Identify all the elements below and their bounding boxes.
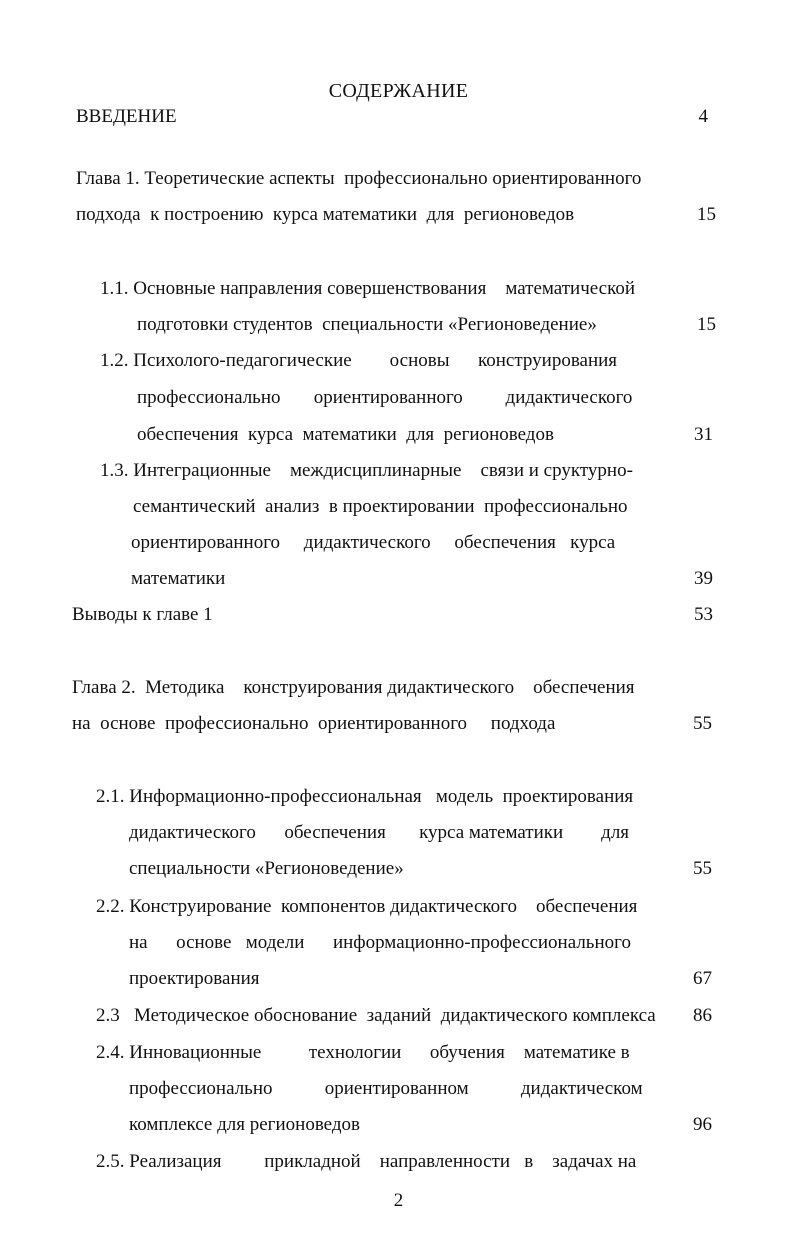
toc-s13-page: 39 bbox=[694, 568, 713, 589]
toc-s25-line-1: 2.5. Реализация прикладной направленности в задачах на bbox=[96, 1151, 637, 1172]
toc-s12-page: 31 bbox=[694, 424, 713, 445]
toc-s21-line-3: специальности «Регионоведение» bbox=[129, 858, 404, 879]
toc-concl1-page: 53 bbox=[694, 604, 713, 625]
toc-s22-line-3: проектирования bbox=[129, 968, 260, 989]
toc-s13-line-3: ориентированного дидактического обеспечения курса bbox=[131, 532, 616, 553]
toc-s24-line-2: профессионально ориентированном дидактическом bbox=[129, 1078, 643, 1099]
toc-s13-line-2: семантический анализ в проектировании профессионально bbox=[133, 496, 628, 517]
toc-s23-page: 86 bbox=[693, 1005, 712, 1026]
toc-s11-page: 15 bbox=[697, 314, 716, 335]
toc-s21-line-1: 2.1. Информационно-профессиональная модель проектирования bbox=[96, 786, 634, 807]
toc-ch1-line-2: подхода к построению курса математики для регионоведов bbox=[76, 204, 575, 225]
page-number: 2 bbox=[393, 1190, 404, 1211]
toc-s23-line-1: 2.3 Методическое обоснование заданий дидактического комплекса bbox=[96, 1005, 656, 1026]
toc-ch2-line-2: на основе профессионально ориентированного подхода bbox=[72, 713, 556, 734]
toc-s21-page: 55 bbox=[693, 858, 712, 879]
toc-s24-line-3: комплексе для регионоведов bbox=[129, 1114, 360, 1135]
toc-ch2-page: 55 bbox=[693, 713, 712, 734]
toc-s12-line-2: профессионально ориентированного дидактического bbox=[137, 387, 633, 408]
toc-s13-line-1: 1.3. Интеграционные междисциплинарные связи и сруктурно- bbox=[100, 460, 633, 481]
toc-s12-line-3: обеспечения курса математики для регионоведов bbox=[137, 424, 554, 445]
toc-s12-line-1: 1.2. Психолого-педагогические основы конструирования bbox=[100, 350, 618, 371]
toc-concl1-label: Выводы к главе 1 bbox=[72, 604, 213, 625]
toc-s22-page: 67 bbox=[693, 968, 712, 989]
toc-s11-line-1: 1.1. Основные направления совершенствования математической bbox=[100, 278, 636, 299]
toc-ch1-line-1: Глава 1. Теоретические аспекты профессионально ориентированного bbox=[76, 168, 642, 189]
toc-ch1-page: 15 bbox=[697, 204, 716, 225]
toc-s24-line-1: 2.4. Инновационные технологии обучения математике в bbox=[96, 1042, 630, 1063]
toc-s13-line-4: математики bbox=[131, 568, 226, 589]
toc-s21-line-2: дидактического обеспечения курса математики для bbox=[129, 822, 630, 843]
toc-s11-line-2: подготовки студентов специальности «Регионоведение» bbox=[137, 314, 597, 335]
toc-s22-line-1: 2.2. Конструирование компонентов дидактического обеспечения bbox=[96, 896, 638, 917]
toc-entry-intro-label: ВВЕДЕНИЕ bbox=[76, 106, 177, 127]
toc-s22-line-2: на основе модели информационно-профессионального bbox=[129, 932, 631, 953]
toc-entry-intro-page: 4 bbox=[698, 106, 708, 127]
page-title: СОДЕРЖАНИЕ bbox=[328, 80, 469, 102]
toc-s24-page: 96 bbox=[693, 1114, 712, 1135]
toc-ch2-line-1: Глава 2. Методика конструирования дидактического обеспечения bbox=[72, 677, 635, 698]
